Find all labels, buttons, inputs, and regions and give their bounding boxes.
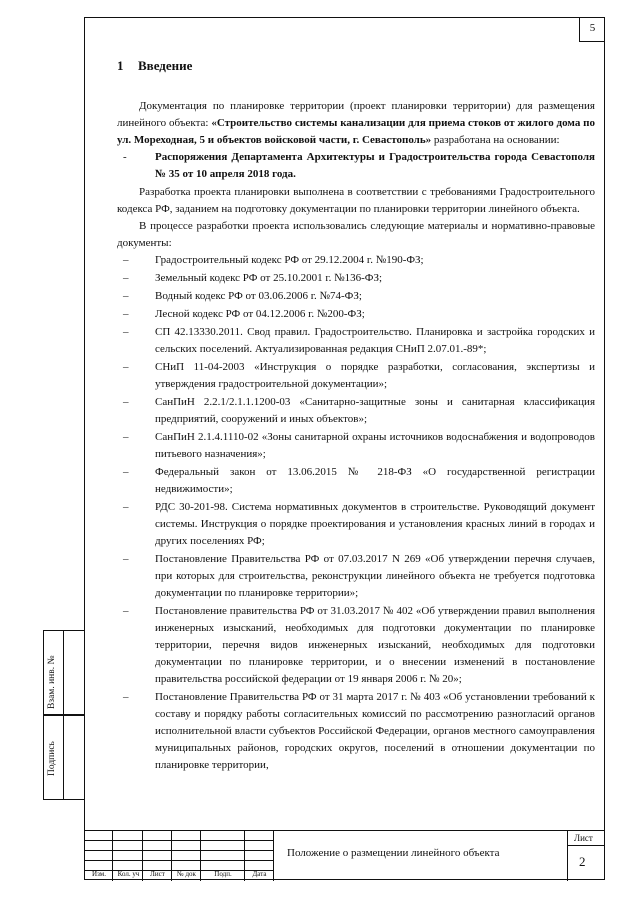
col-label-doc: № док [177,870,196,878]
title-block [84,830,605,880]
list-item: – Земельный кодекс РФ от 25.10.2001 г. №136-ФЗ; [123,272,383,284]
list-item: – Лесной кодекс РФ от 04.12.2006 г. №200-ФЗ; [123,308,365,320]
side-stamp-lower [43,715,84,800]
list-item: – СНиП 11-04-2003 «Инструкция о порядке разработки, согласования, экспертизы и утверждения градостроительной документации»; [123,361,595,390]
documents-list [117,252,595,774]
basis-item: - Распоряжения Департамента Архитектуры и Градостроительства города Севастополя № 35 от 10 апреля 2018 года. [123,151,595,180]
col-label-date: Дата [252,870,267,878]
side-stamp-upper [43,630,84,715]
list-item: – Постановление правительства РФ от 31.03.2017 № 402 «Об утверждении правил выполнения инженерных изысканий, необходимых для подготовки документации по планировке территории, перечня видов инженерных изысканий, необходимых для подготовки документации по планировке территории, и о внесении изменений в постановление правительства российской федерации от 19 января 2006 г. № 20»; [123,605,595,685]
section-number: 1 [117,58,124,73]
list-item: – СанПиН 2.2.1/2.1.1.1200-03 «Санитарно-защитные зоны и санитарная классификация предприятий, сооружений и иных объектов»; [123,396,595,425]
col-label-list: Лист [150,870,165,878]
side-label-signature: Подпись [47,741,57,776]
section-title: Введение [138,58,193,73]
list-item: – Водный кодекс РФ от 03.06.2006 г. №74-ФЗ; [123,290,362,302]
title-block-title: Положение о размещении линейного объекта [287,847,500,859]
side-label-inv: Взам. инв. № [47,655,57,709]
sheet-number: 2 [579,854,586,869]
sheet-label: Лист [574,833,593,843]
development-paragraph: Разработка проекта планировки выполнена в соответствии с требованиями Градостроительного кодекса РФ, заданием на подготовку документации по планировки территории линейного объекта. [117,186,595,215]
list-item: – Постановление Правительства РФ от 31 марта 2017 г. № 403 «Об установлении требований к составу и порядку работы согласительных комиссий по рассмотрению разногласий органов исполнительной власти субъектов Российской Федерации, органов местного самоуправления муниципальных районов, городских округов, поселений в отношении документации по планировке территории, [123,691,595,771]
materials-paragraph: В процессе разработки проекта использовались следующие материалы и нормативно-правовые документы: [117,220,595,249]
document-body [117,58,595,775]
list-item: – Градостроительный кодекс РФ от 29.12.2004 г. №190-ФЗ; [123,254,424,266]
intro-paragraph: Документация по планировке территории (проект планировки территории) для размещения линейного объекта: «Строительство системы канализации для приема стоков от жилого дома по ул. Мореходная, 5 и объектов войсковой части, г. Севастополь» разработана на основании: [117,100,595,146]
top-page-number: 5 [579,17,605,42]
list-item: – СП 42.13330.2011. Свод правил. Градостроительство. Планировка и застройка городских и сельских поселений. Актуализированная редакция СНиП 2.07.01.-89*; [123,326,595,355]
list-item: – Федеральный закон от 13.06.2015 № 218-ФЗ «О государственной регистрации недвижимости»; [123,466,595,495]
list-item: – СанПиН 2.1.4.1110-02 «Зоны санитарной охраны источников водоснабжения и водопроводов питьевого назначения»; [123,431,595,460]
col-label-izm: Изм. [92,870,106,878]
section-heading [117,58,595,74]
object-name: «Строительство системы канализации для приема стоков от жилого дома по ул. Мореходная, 5 и объектов войсковой части, г. Севастополь» [117,117,595,146]
col-label-kol: Кол. уч [117,870,140,878]
list-item: – Постановление Правительства РФ от 07.03.2017 N 269 «Об утверждении перечня случаев, при которых для строительства, реконструкции линейного объекта не требуется подготовка документации по планировке территории»; [123,553,595,599]
list-item: – РДС 30-201-98. Система нормативных документов в строительстве. Руководящий документ системы. Инструкция о порядке проектирования и установления красных линий в городах и других поселениях РФ; [123,501,595,547]
col-label-sign: Подп. [214,870,232,878]
